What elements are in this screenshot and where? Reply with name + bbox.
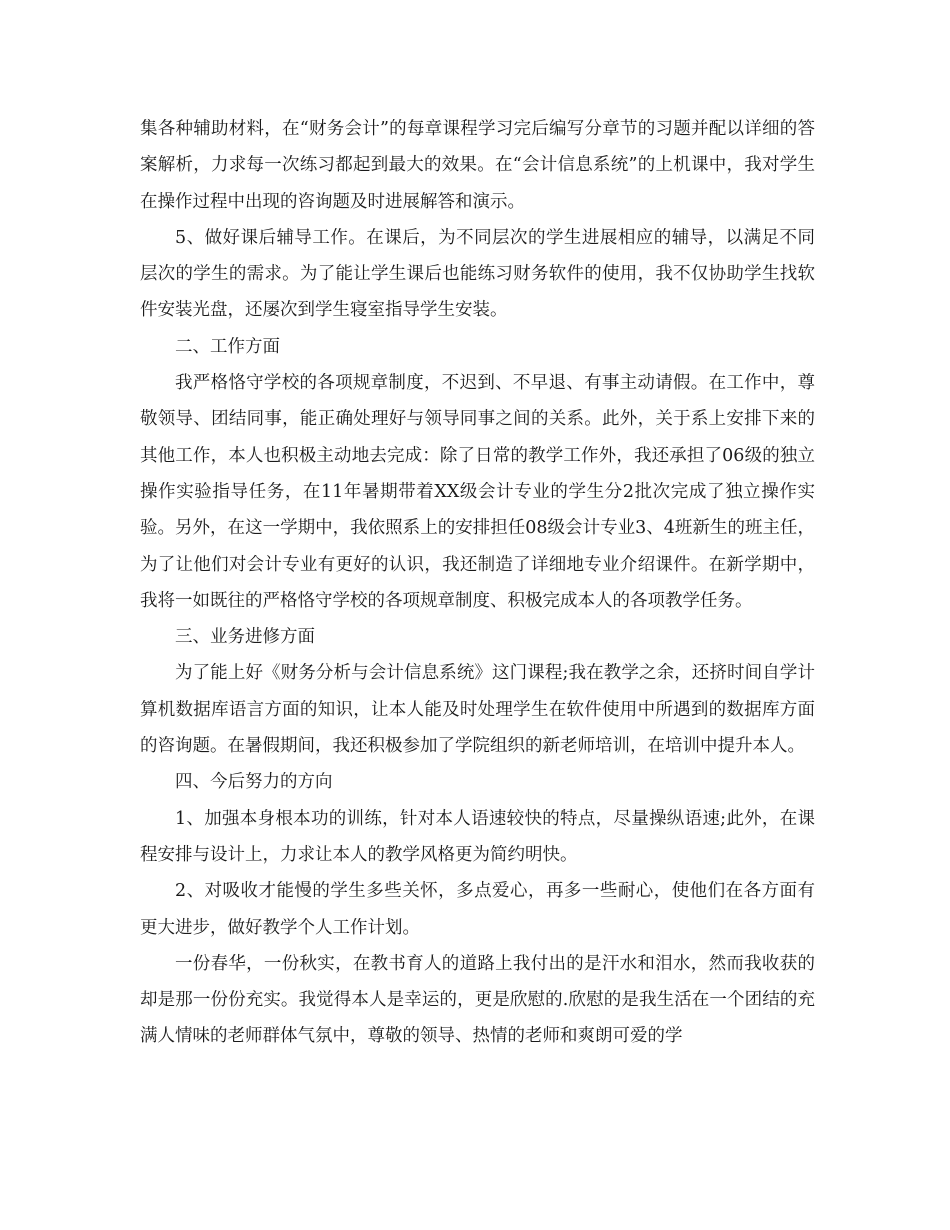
paragraph-closing-reflection: 一份春华，一份秋实，在教书育人的道路上我付出的是汗水和泪水，然而我收获的却是那一份份充实。我觉得本人是幸运的，更是欣慰的.欣慰的是我生活在一个团结的充满人情味的老师群体气氛中，尊敬的领导、热情的老师和爽朗可爱的学 [140, 953, 815, 1047]
section-heading-future-direction: 四、今后努力的方向 [175, 772, 333, 793]
document-body [140, 111, 815, 1055]
paragraph-work-details: 我严格恪守学校的各项规章制度，不迟到、不早退、有事主动请假。在工作中，尊敬领导、团结同事，能正确处理好与领导同事之间的关系。此外，关于系上安排下来的其他工作，本人也积极主动地去完成：除了日常的教学工作外，我还承担了06级的独立操作实验指导任务，在11年暑期带着XX级会计专业的学生分2批次完成了独立操作实验。另外，在这一学期中，我依照系上的安排担任08级会计专业3、4班新生的班主任，为了让他们对会计专业有更好的认识，我还制造了详细地专业介绍课件。在新学期中，我将一如既往的严格恪守学校的各项规章制度、积极完成本人的各项教学任务。 [140, 373, 815, 611]
paragraph-future-item-2: 2、对吸收才能慢的学生多些关怀，多点爱心，再多一些耐心，使他们在各方面有更大进步，做好教学个人工作计划。 [140, 881, 815, 938]
paragraph-continued-materials: 集各种辅助材料，在“财务会计”的每章课程学习完后编写分章节的习题并配以详细的答案解析，力求每一次练习都起到最大的效果。在“会计信息系统”的上机课中，我对学生在操作过程中出现的咨询题及时进展解答和演示。 [140, 119, 815, 212]
paragraph-future-item-1: 1、加强本身根本功的训练，针对本人语速较快的特点，尽量操纵语速;此外，在课程安排与设计上，力求让本人的教学风格更为简约明快。 [140, 808, 815, 865]
section-heading-work: 二、工作方面 [175, 336, 280, 357]
paragraph-after-class-tutoring: 5、做好课后辅导工作。在课后，为不同层次的学生进展相应的辅导，以满足不同层次的学生的需求。为了能让学生课后也能练习财务软件的使用，我不仅协助学生找软件安装光盘，还屡次到学生寝室指导学生安装。 [140, 227, 815, 321]
section-heading-professional-study: 三、业务进修方面 [175, 627, 315, 648]
paragraph-professional-study: 为了能上好《财务分析与会计信息系统》这门课程;我在教学之余，还挤时间自学计算机数据库语言方面的知识，让本人能及时处理学生在软件使用中所遇到的数据库方面的咨询题。在暑假期间，我还积极参加了学院组织的新老师培训，在培训中提升本人。 [140, 663, 815, 757]
